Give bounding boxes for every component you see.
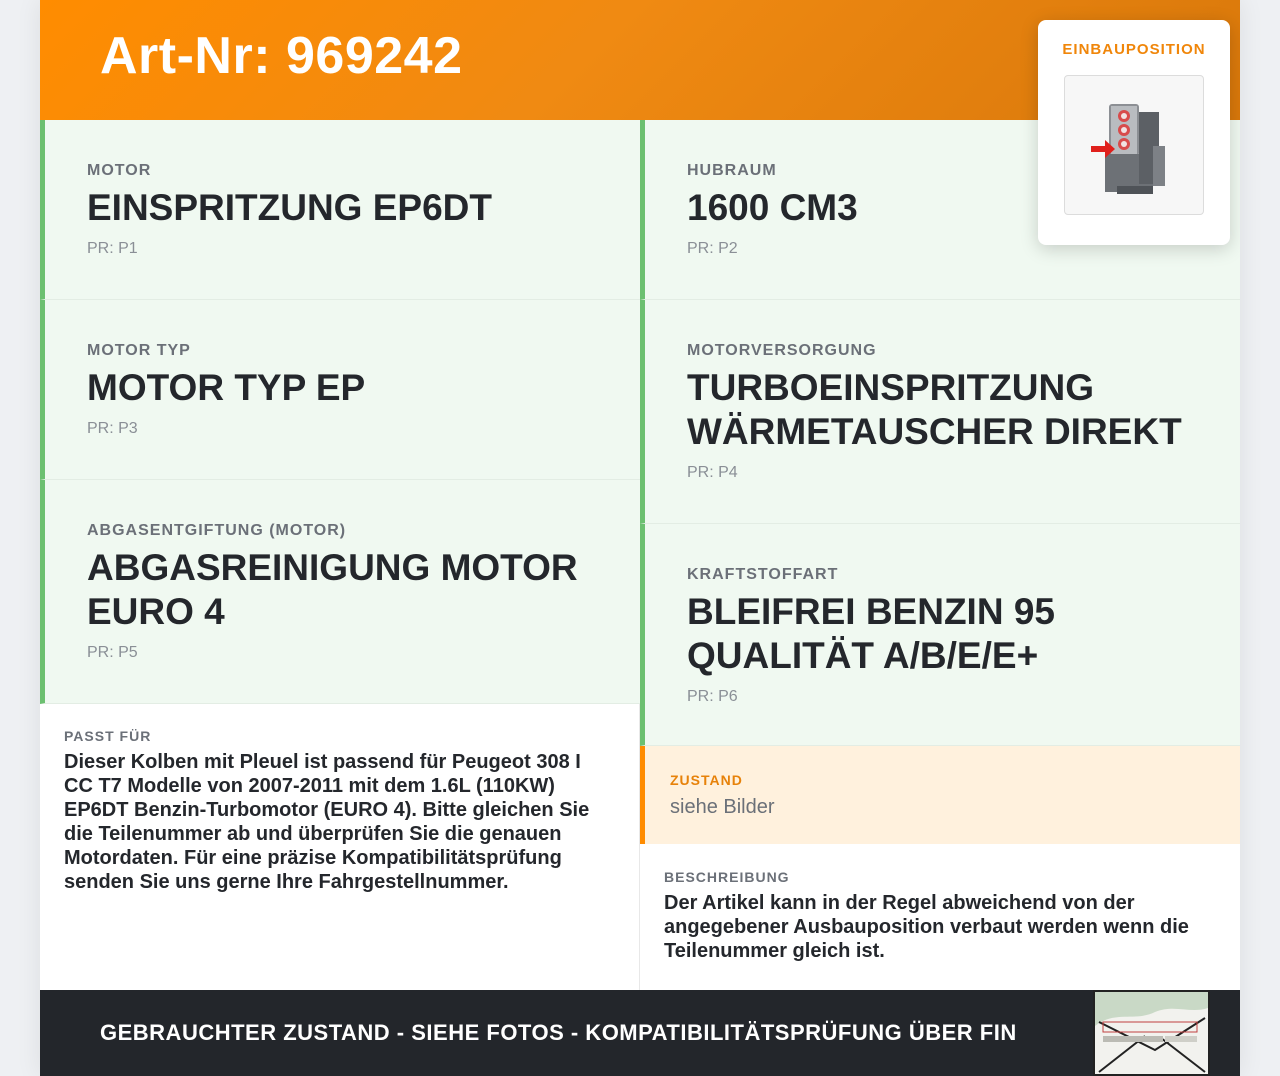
- spec-value: BLEIFREI BENZIN 95 QUALITÄT A/B/E/E+: [687, 591, 1055, 676]
- spec-motor-typ: [40, 300, 640, 480]
- spec-pr: PR: P2: [687, 240, 738, 257]
- spec-value: TURBOEINSPRITZUNG WÄRMETAUSCHER DIREKT: [687, 367, 1182, 452]
- article-number-title: Art-Nr: 969242: [100, 27, 463, 85]
- spec-value: 1600 CM3: [687, 187, 858, 228]
- product-card: [40, 0, 1240, 1076]
- spec-label: MOTOR TYP: [87, 342, 191, 359]
- footer-text: GEBRAUCHTER ZUSTAND - SIEHE FOTOS - KOMPATIBILITÄTSPRÜFUNG ÜBER FIN: [100, 1020, 1017, 1045]
- spec-pr: PR: P5: [87, 644, 138, 661]
- spec-label: KRAFTSTOFFART: [687, 566, 839, 583]
- footer-banner: [40, 990, 1240, 1076]
- spec-pr: PR: P4: [687, 464, 738, 481]
- passt-fuer-text: Dieser Kolben mit Pleuel ist passend für Peugeot 308 I CC T7 Modelle von 2007-2011 mit dem 1.6L (110KW) EP6DT Benzin-Turbomotor (EURO 4). Bitte gleichen Sie die Teilenummer ab und überprüfen Sie die genauen Motordaten. Für eine präzise Kompatibilitätsprüfung senden Sie uns gerne Ihre Fahrgestellnummer.: [64, 751, 590, 893]
- passt-fuer-label: PASST FÜR: [64, 728, 152, 744]
- zustand-section: [640, 746, 1240, 844]
- einbauposition-label: EINBAUPOSITION: [1062, 41, 1206, 58]
- zustand-value: siehe Bilder: [670, 796, 775, 818]
- spec-motorversorgung: [640, 300, 1240, 524]
- spec-motor: [40, 120, 640, 300]
- spec-label: HUBRAUM: [687, 162, 777, 179]
- zustand-label: ZUSTAND: [670, 772, 743, 788]
- beschreibung-label: BESCHREIBUNG: [664, 869, 790, 885]
- spec-kraftstoffart: [640, 524, 1240, 746]
- spec-pr: PR: P6: [687, 688, 738, 705]
- spec-pr: PR: P3: [87, 420, 138, 437]
- beschreibung-section: [664, 869, 1224, 963]
- vehicle-registration-document-icon[interactable]: [1093, 990, 1210, 1076]
- passt-fuer-section: [64, 728, 624, 894]
- spec-label: MOTOR: [87, 162, 152, 179]
- spec-abgasentgiftung: [40, 480, 640, 704]
- einbauposition-card: [1038, 20, 1230, 245]
- spec-label: MOTORVERSORGUNG: [687, 342, 877, 359]
- spec-pr: PR: P1: [87, 240, 138, 257]
- engine-position-icon[interactable]: [1064, 75, 1204, 215]
- spec-value: ABGASREINIGUNG MOTOR EURO 4: [87, 547, 578, 632]
- spec-value: EINSPRITZUNG EP6DT: [87, 187, 492, 228]
- spec-value: MOTOR TYP EP: [87, 367, 366, 408]
- beschreibung-text: Der Artikel kann in der Regel abweichend von der angegebener Ausbauposition verbaut werden wenn die Teilenummer gleich ist.: [664, 892, 1189, 962]
- spec-label: ABGASENTGIFTUNG (MOTOR): [87, 522, 347, 539]
